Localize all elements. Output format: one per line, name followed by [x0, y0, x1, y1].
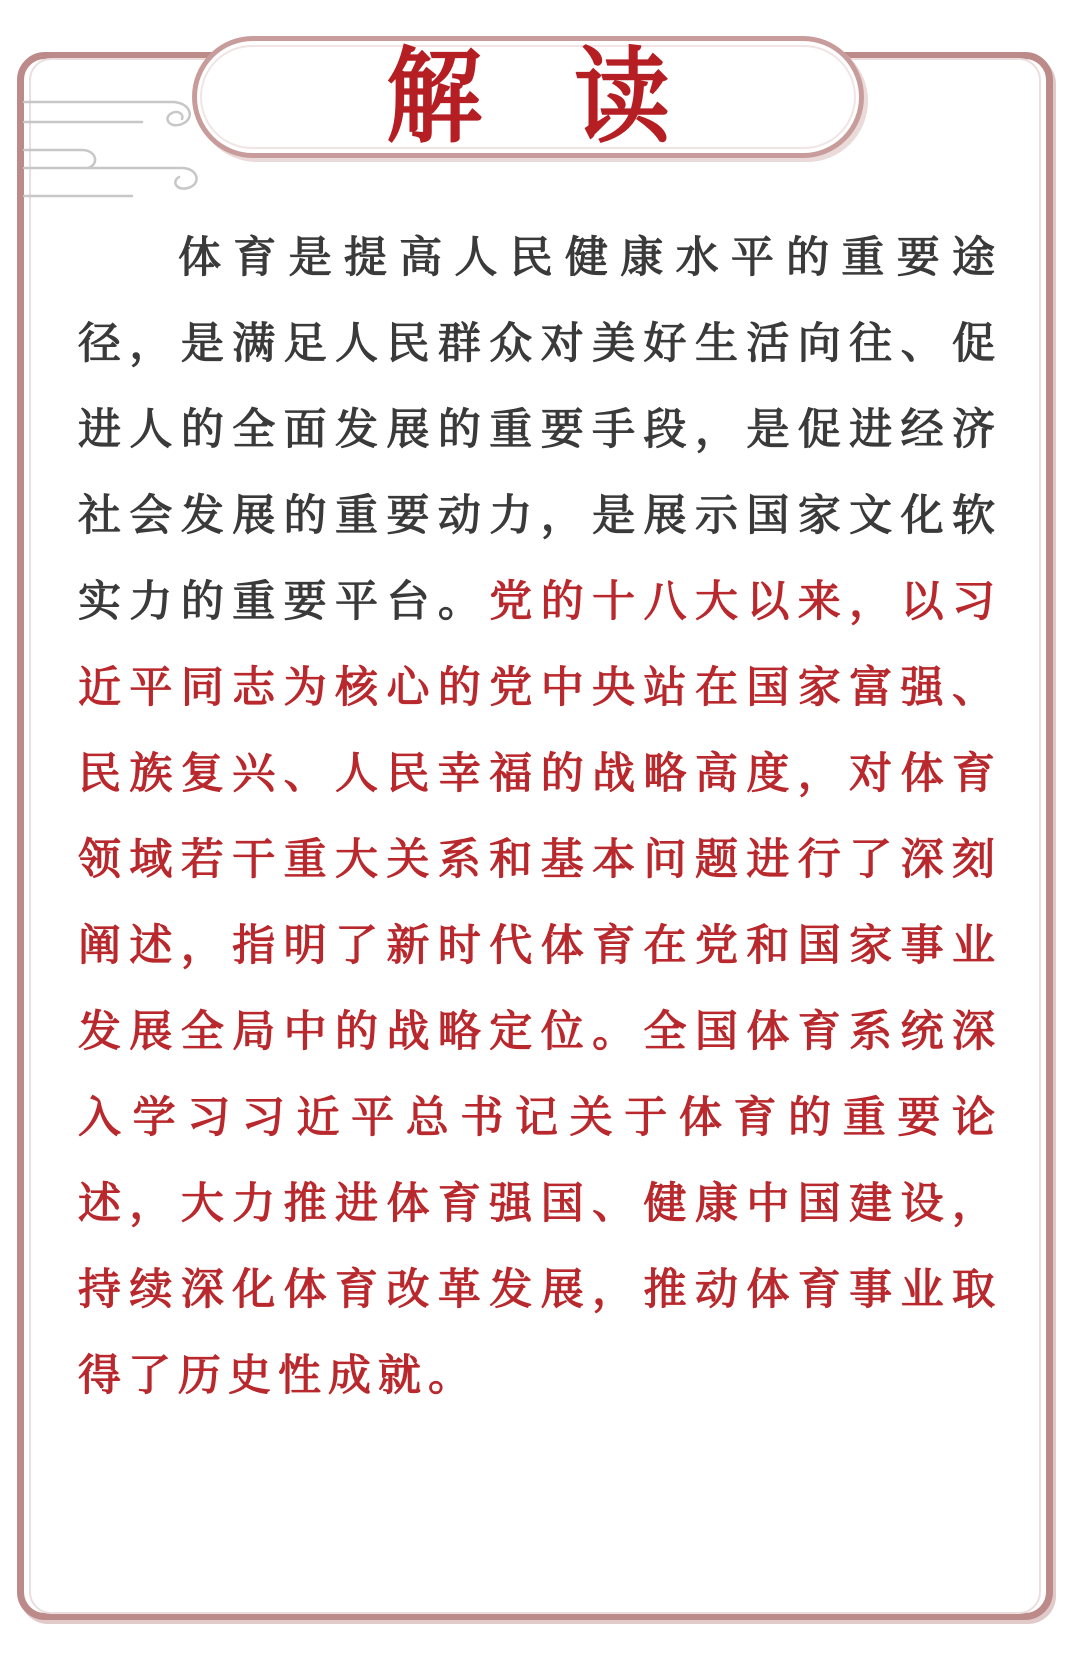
- page-title-char-1: 解: [386, 36, 482, 158]
- auspicious-cloud-icon: [22, 92, 212, 212]
- page-title: [192, 36, 864, 158]
- paragraph-highlight-text: 党的十八大以来，以习近平同志为核心的党中央站在国家富强、民族复兴、人民幸福的战略高度，对体育领域若干重大关系和基本问题进行了深刻阐述，指明了新时代体育在党和国家事业发展全局中的战略定位。全国体育系统深入学习习近平总书记关于体育的重要论述，大力推进体育强国、健康中国建设，持续深化体育改革发展，推动体育事业取得了历史性成就。: [78, 577, 1003, 1401]
- paragraph-intro-text: 体育是提高人民健康水平的重要途径，是满足人民群众对美好生活向往、促进人的全面发展的重要手段，是促进经济社会发展的重要动力，是展示国家文化软实力的重要平台。: [78, 233, 1002, 627]
- page-title-char-2: 读: [574, 36, 670, 158]
- article-paragraph: [78, 215, 1002, 1419]
